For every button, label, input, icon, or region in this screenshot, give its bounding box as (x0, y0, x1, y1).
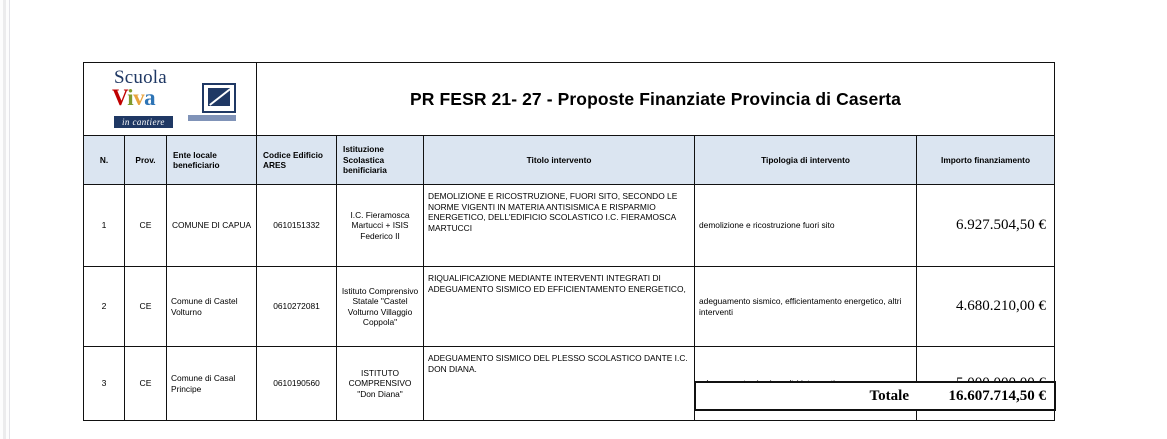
column-header-prov: Prov. (125, 136, 167, 185)
totals-value: 16.607.714,50 € (917, 382, 1055, 410)
logo-viva-letter-1: V (112, 85, 128, 110)
cell-prov: CE (125, 267, 167, 347)
column-header-n: N. (84, 136, 125, 185)
cell-ente-locale: Comune di Castel Volturno (167, 267, 257, 347)
cell-titolo-intervento: RIQUALIFICAZIONE MEDIANTE INTERVENTI INTEGRATI DI ADEGUAMENTO SISMICO ED EFFICIENTAMENTO ENERGETICO, (424, 267, 695, 347)
logo-ribbon-text: in cantiere (114, 116, 173, 128)
cell-prov: CE (125, 347, 167, 421)
cell-codice-ares: 0610272081 (257, 267, 337, 347)
cell-istituzione-scolastica: I.C. Fieramosca Martucci + ISIS Federico II (337, 185, 424, 267)
viewer-left-gutter (0, 0, 10, 439)
logo-viva-letter-2: i (127, 85, 134, 110)
column-header-ente-locale: Ente locale beneficiario (167, 136, 257, 185)
cell-tipologia-intervento: demolizione e ricostruzione fuori sito (695, 185, 917, 267)
totals-row (694, 381, 1056, 411)
cell-istituzione-scolastica: Istituto Comprensivo Statale "Castel Volturno Villaggio Coppola" (337, 267, 424, 347)
table-header-row (84, 136, 1055, 185)
table-row (84, 185, 1055, 267)
column-header-importo-finanziamento: Importo finanziamento (917, 136, 1055, 185)
logo-viva-letter-4: a (144, 85, 156, 110)
column-header-tipologia-intervento: Tipologia di intervento (695, 136, 917, 185)
column-header-codice-ares: Codice Edificio ARES (257, 136, 337, 185)
cell-titolo-intervento: DEMOLIZIONE E RICOSTRUZIONE, FUORI SITO, SECONDO LE NORME VIGENTI IN MATERIA ANTISISMICA E RISPARMIO ENERGETICO, DELL'EDIFICIO SCOLASTICO I.C. FIERAMOSCA MARTUCCI (424, 185, 695, 267)
cell-tipologia-intervento: adeguamento sismico, efficientamento energetico, altri interventi (695, 267, 917, 347)
cell-importo-finanziamento: 4.680.210,00 € (917, 267, 1055, 347)
emblem-shield-icon (208, 88, 230, 106)
cell-codice-ares: 0610190560 (257, 347, 337, 421)
cell-n: 1 (84, 185, 125, 267)
cell-istituzione-scolastica: ISTITUTO COMPRENSIVO "Don Diana" (337, 347, 424, 421)
table-row (84, 267, 1055, 347)
logo-scuola-text: Scuola (114, 67, 167, 88)
document-title: PR FESR 21- 27 - Proposte Finanziate Provincia di Caserta (257, 63, 1055, 136)
regione-campania-emblem-icon (202, 83, 236, 113)
scuola-viva-logo (104, 69, 236, 129)
cell-n: 3 (84, 347, 125, 421)
cell-prov: CE (125, 185, 167, 267)
cell-n: 2 (84, 267, 125, 347)
logo-viva-letter-3: v (133, 85, 145, 110)
emblem-wordmark-bar (188, 115, 236, 121)
totals-label: Totale (695, 382, 917, 410)
cell-ente-locale: Comune di Casal Principe (167, 347, 257, 421)
logo-cell (84, 63, 257, 136)
column-header-istituzione-scolastica: Istituzione Scolastica benificiaria (337, 136, 424, 185)
cell-codice-ares: 0610151332 (257, 185, 337, 267)
table-title-row (84, 63, 1055, 136)
column-header-titolo-intervento: Titolo intervento (424, 136, 695, 185)
proposte-finanziate-table (83, 62, 1055, 421)
cell-ente-locale: COMUNE DI CAPUA (167, 185, 257, 267)
cell-importo-finanziamento: 6.927.504,50 € (917, 185, 1055, 267)
cell-titolo-intervento: ADEGUAMENTO SISMICO DEL PLESSO SCOLASTICO DANTE I.C. DON DIANA. (424, 347, 695, 421)
